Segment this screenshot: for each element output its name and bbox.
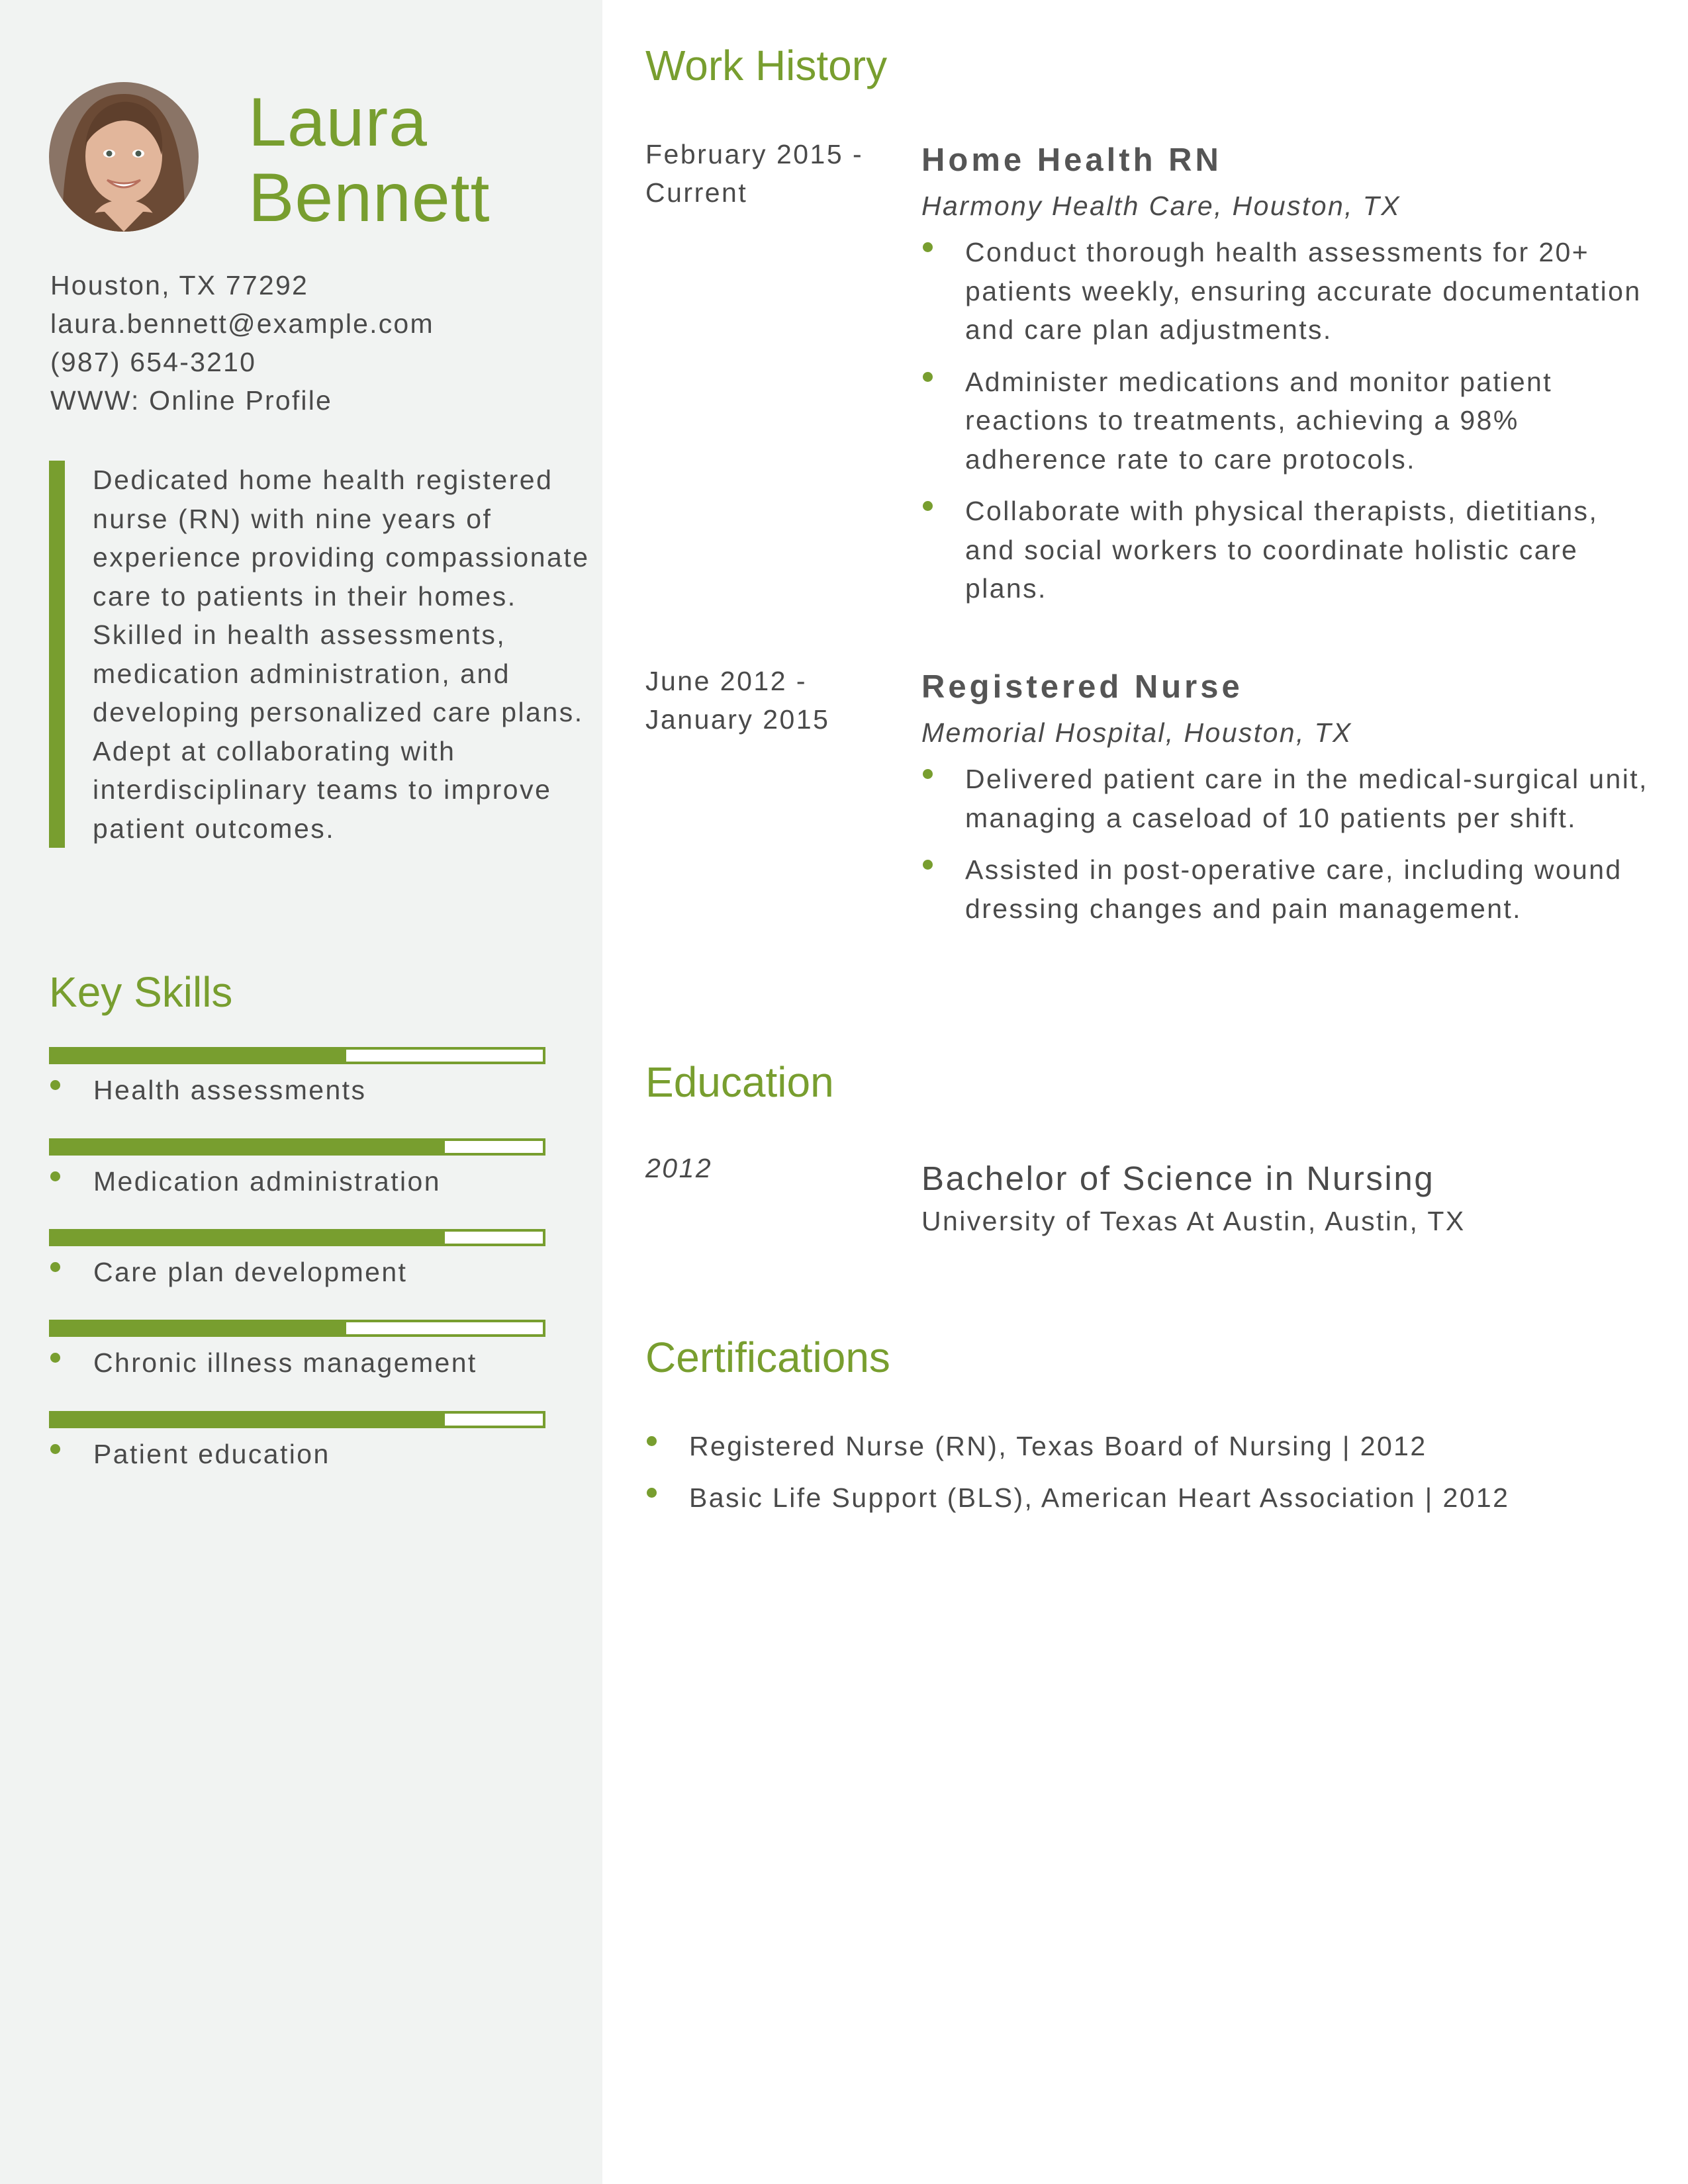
skill-item: [49, 1320, 545, 1379]
skill-label-row: [49, 1346, 545, 1379]
list-item: [645, 1479, 1638, 1517]
skill-level-fill: [52, 1050, 346, 1062]
job-title: Registered Nurse: [921, 669, 1243, 705]
bullet-dot-icon: [50, 1353, 60, 1363]
skill-item: [49, 1138, 545, 1198]
bullet-text: Administer medications and monitor patient reactions to treatments, achieving a 98% adherence rate to care protocols.: [965, 366, 1553, 475]
skill-level-bar: [49, 1047, 545, 1064]
contact-website[interactable]: WWW: Online Profile: [50, 385, 333, 416]
last-name: Bennett: [248, 159, 491, 236]
bullet-dot-icon: [50, 1080, 60, 1090]
sidebar: [0, 0, 602, 2184]
bullet-dot-icon: [647, 1488, 657, 1498]
contact-info: [50, 266, 434, 420]
skills-heading: Key Skills: [49, 968, 233, 1016]
list-item: [921, 492, 1650, 608]
job-dates: [645, 135, 897, 212]
list-item: [921, 363, 1650, 479]
list-item: [921, 233, 1650, 349]
skill-label: Medication administration: [93, 1166, 441, 1197]
skill-level-fill: [52, 1141, 445, 1153]
certifications-heading: Certifications: [645, 1334, 890, 1381]
job-date-start: February 2015 -: [645, 139, 864, 169]
job-company: Harmony Health Care, Houston, TX: [921, 191, 1401, 221]
profile-photo: [49, 82, 199, 232]
certification-text: Registered Nurse (RN), Texas Board of Nursing | 2012: [689, 1431, 1427, 1461]
skill-label-row: [49, 1073, 545, 1107]
skill-item: [49, 1229, 545, 1289]
bullet-text: Conduct thorough health assessments for 20+ patients weekly, ensuring accurate documentation and care plan adjustments.: [965, 237, 1642, 345]
skill-label: Care plan development: [93, 1257, 408, 1287]
list-item: [921, 850, 1650, 928]
skill-level-fill: [52, 1322, 346, 1334]
bullet-dot-icon: [923, 860, 933, 870]
job-date-start: June 2012 -: [645, 666, 808, 696]
job-title: Home Health RN: [921, 142, 1222, 178]
job-date-end: Current: [645, 177, 748, 208]
skill-level-bar: [49, 1138, 545, 1156]
bullet-dot-icon: [923, 501, 933, 511]
bullet-dot-icon: [50, 1444, 60, 1454]
bullet-text: Collaborate with physical therapists, dietitians, and social workers to coordinate holistic care plans.: [965, 496, 1599, 604]
skill-level-bar: [49, 1320, 545, 1337]
skill-level-fill: [52, 1414, 445, 1426]
contact-email[interactable]: laura.bennett@example.com: [50, 308, 434, 339]
degree: Bachelor of Science in Nursing: [921, 1160, 1435, 1197]
contact-phone: (987) 654-3210: [50, 347, 257, 377]
skill-level-bar: [49, 1411, 545, 1428]
professional-summary: Dedicated home health registered nurse (RN) with nine years of experience providing compassionate care to patients in their homes. Skilled in health assessments, medication administration, and developing personalized care plans. Adept at collaborating with interdisciplinary teams to improve patient outcomes.: [49, 461, 596, 848]
skill-level-bar: [49, 1229, 545, 1246]
first-name: Laura: [248, 84, 428, 161]
skill-label: Chronic illness management: [93, 1347, 477, 1378]
skill-item: [49, 1047, 545, 1107]
job-entry: [921, 667, 1650, 941]
bullet-dot-icon: [50, 1262, 60, 1272]
job-bullets: [921, 760, 1650, 928]
work-history-heading: Work History: [645, 42, 888, 89]
list-item: [645, 1427, 1638, 1465]
skill-label-row: [49, 1165, 545, 1198]
job-entry: [921, 140, 1650, 621]
education-entry: [921, 1156, 1650, 1240]
bullet-text: Assisted in post-operative care, including wound dressing changes and pain management.: [965, 854, 1622, 924]
skill-item: [49, 1411, 545, 1471]
skill-label-row: [49, 1255, 545, 1289]
job-bullets: [921, 233, 1650, 608]
job-company: Memorial Hospital, Houston, TX: [921, 717, 1352, 748]
contact-address: Houston, TX 77292: [50, 270, 308, 300]
bullet-dot-icon: [923, 242, 933, 252]
school: University of Texas At Austin, Austin, TX: [921, 1206, 1466, 1236]
bullet-dot-icon: [923, 372, 933, 382]
skill-label: Health assessments: [93, 1075, 367, 1105]
job-dates: [645, 662, 897, 739]
bullet-text: Delivered patient care in the medical-surgical unit, managing a caseload of 10 patients per shift.: [965, 764, 1648, 833]
skill-label-row: [49, 1437, 545, 1471]
skill-label: Patient education: [93, 1439, 330, 1469]
certifications-list: [645, 1427, 1638, 1530]
certification-text: Basic Life Support (BLS), American Heart Association | 2012: [689, 1482, 1510, 1513]
bullet-dot-icon: [50, 1171, 60, 1181]
skill-level-fill: [52, 1232, 445, 1244]
education-heading: Education: [645, 1058, 834, 1106]
bullet-dot-icon: [923, 769, 933, 779]
education-year: 2012: [645, 1153, 713, 1183]
candidate-name: [248, 85, 592, 236]
list-item: [921, 760, 1650, 837]
job-date-end: January 2015: [645, 704, 830, 735]
avatar: [49, 82, 199, 232]
bullet-dot-icon: [647, 1436, 657, 1446]
